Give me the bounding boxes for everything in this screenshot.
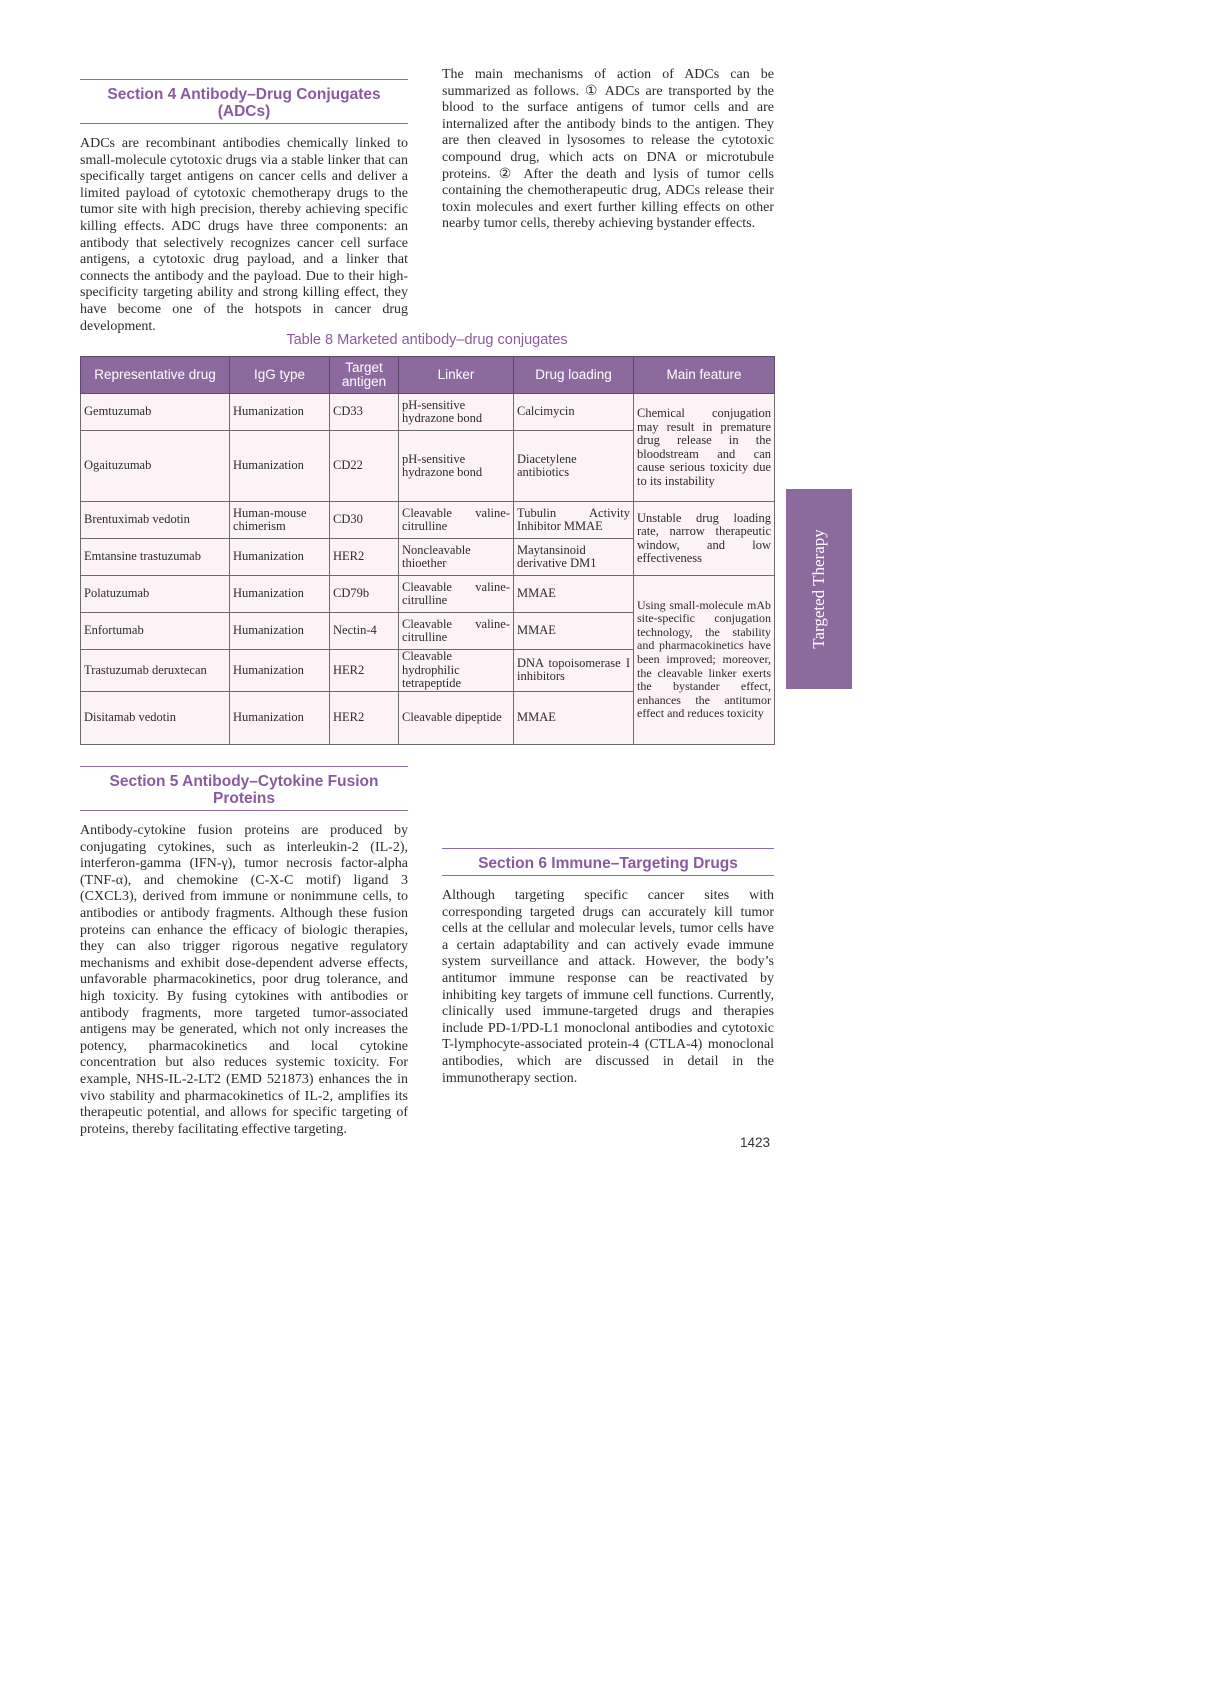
cell-linker: Cleavable valine-citrulline	[399, 502, 514, 539]
table-row	[81, 502, 775, 539]
cell-loading: MMAE	[514, 613, 634, 650]
cell-loading: DNA topoisomerase I inhibitors	[514, 650, 634, 692]
col-header-linker: Linker	[399, 357, 514, 394]
table-caption: Table 8 Marketed antibody–drug conjugates	[286, 332, 568, 348]
cell-igg: Humanization	[230, 394, 330, 431]
cell-drug: Trastuzumab deruxtecan	[81, 650, 230, 692]
cell-drug: Polatuzumab	[81, 576, 230, 613]
section6-paragraph: Although targeting specific cancer sites with corresponding targeted drugs can accurately kill tumor cells at the cellular and molecular levels, tumor cells have a certain adaptability and can actively evade immune system surveillance and attack. However, the body’s antitumor immune response can be reactivated by inhibiting key targets of immune cell functions. Currently, clinically used immune-targeted drugs and therapies include PD-1/PD-L1 monoclonal antibodies and cytotoxic T-lymphocyte-associated protein-4 (CTLA-4) monoclonal antibodies, which are discussed in detail in the immunotherapy section.	[442, 888, 774, 1086]
cell-linker: Noncleavable thioether	[399, 539, 514, 576]
cell-linker: pH-sensitive hydrazone bond	[399, 394, 514, 431]
cell-antigen: HER2	[330, 691, 399, 744]
table-row	[81, 576, 775, 613]
cell-loading: Diacetylene antibiotics	[514, 431, 634, 502]
section5-heading: Section 5 Antibody–Cytokine Fusion Proteins	[80, 766, 408, 811]
col-header-drug: Representative drug	[81, 357, 230, 394]
cell-loading: Calcimycin	[514, 394, 634, 431]
section4-heading: Section 4 Antibody–Drug Conjugates (ADCs)	[80, 79, 408, 124]
side-tab	[786, 489, 852, 689]
section6-heading: Section 6 Immune–Targeting Drugs	[442, 848, 774, 876]
col-header-loading: Drug loading	[514, 357, 634, 394]
cell-drug: Disitamab vedotin	[81, 691, 230, 744]
cell-feature: Using small-molecule mAb site-specific conjugation technology, the stability and pharmacokinetics have been improved; moreover, the cleavable linker exerts the bystander effect, enhances the antitumor effect and reduces toxicity	[634, 576, 775, 745]
cell-antigen: CD30	[330, 502, 399, 539]
section5-paragraph: Antibody-cytokine fusion proteins are produced by conjugating cytokines, such as interleukin-2 (IL-2), interferon-gamma (IFN-γ), tumor necrosis factor-alpha (TNF-α), and chemokine (C-X-C motif) ligand 3 (CXCL3), derived from immune or nonimmune cells, to antibodies or antibody fragments. Although these fusion proteins can enhance the efficacy of biologic therapies, they can also trigger rigorous negative regulatory mechanisms and exhibit dose-dependent adverse effects, unfavorable pharmacokinetics, poor drug tolerance, and high toxicity. By fusing cytokines with antibodies or antibody fragments, more targeted tumor-associated antigens may be generated, which not only increases the potency, pharmacokinetics and local cytokine concentration but also reduces systemic toxicity. For example, NHS-IL-2-LT2 (EMD 521873) enhances the in vivo stability and pharmacokinetics of IL-2, amplifies its therapeutic potential, and allows for specific targeting of proteins, thereby facilitating effective targeting.	[80, 823, 408, 1137]
side-tab-label: Targeted Therapy	[809, 529, 828, 649]
cell-igg: Humanization	[230, 576, 330, 613]
section4-paragraph-2: The main mechanisms of action of ADCs can be summarized as follows. ① ADCs are transported by the blood to the surface antigens of tumor cells and are internalized after the antibody binds to the antigen. They are then cleaved in lysosomes to release the cytotoxic compound drug, which acts on DNA or microtubule proteins. ② After the death and lysis of tumor cells containing the chemotherapeutic drug, ADCs release their toxin molecules and exert further killing effects on other nearby tumor cells, thereby achieving bystander effects.	[442, 67, 774, 232]
col-header-antigen: Target antigen	[330, 357, 399, 394]
cell-linker: Cleavable valine-citrulline	[399, 576, 514, 613]
cell-igg: Humanization	[230, 650, 330, 692]
page-number: 1423	[740, 1135, 771, 1150]
cell-antigen: HER2	[330, 539, 399, 576]
cell-linker: Cleavable hydrophilic tetrapeptide	[399, 650, 514, 692]
cell-loading: Maytansinoid derivative DM1	[514, 539, 634, 576]
table-row	[81, 394, 775, 431]
cell-antigen: Nectin-4	[330, 613, 399, 650]
cell-antigen: CD79b	[330, 576, 399, 613]
col-header-igg: IgG type	[230, 357, 330, 394]
cell-linker: Cleavable valine-citrulline	[399, 613, 514, 650]
cell-antigen: HER2	[330, 650, 399, 692]
cell-loading: Tubulin Activity Inhibitor MMAE	[514, 502, 634, 539]
cell-igg: Humanization	[230, 539, 330, 576]
cell-drug: Ogaituzumab	[81, 431, 230, 502]
cell-linker: Cleavable dipeptide	[399, 691, 514, 744]
cell-drug: Brentuximab vedotin	[81, 502, 230, 539]
cell-antigen: CD33	[330, 394, 399, 431]
cell-feature: Unstable drug loading rate, narrow therapeutic window, and low effectiveness	[634, 502, 775, 576]
cell-loading: MMAE	[514, 691, 634, 744]
cell-feature: Chemical conjugation may result in premature drug release in the bloodstream and can cause serious toxicity due to its instability	[634, 394, 775, 502]
adc-table	[80, 356, 775, 745]
cell-linker: pH-sensitive hydrazone bond	[399, 431, 514, 502]
cell-igg: Humanization	[230, 691, 330, 744]
cell-loading: MMAE	[514, 576, 634, 613]
cell-drug: Enfortumab	[81, 613, 230, 650]
section6-column	[442, 848, 774, 1087]
section4-left-column	[80, 79, 408, 334]
table-header-row	[81, 357, 775, 394]
section5-column	[80, 766, 408, 1138]
cell-drug: Gemtuzumab	[81, 394, 230, 431]
section4-right-column	[442, 67, 774, 233]
cell-igg: Humanization	[230, 613, 330, 650]
cell-antigen: CD22	[330, 431, 399, 502]
cell-drug: Emtansine trastuzumab	[81, 539, 230, 576]
cell-igg: Human-mouse chimerism	[230, 502, 330, 539]
section4-paragraph-1: ADCs are recombinant antibodies chemically linked to small-molecule cytotoxic drugs via a stable linker that can specifically target antigens on cancer cells and deliver a limited payload of cytotoxic chemotherapy drugs to the tumor site with high precision, thereby achieving specific killing effects. ADC drugs have three components: an antibody that selectively recognizes cancer cell surface antigens, a cytotoxic drug payload, and a linker that connects the antibody and the payload. Due to their high-specificity targeting ability and strong killing effect, they have become one of the hotspots in cancer drug development.	[80, 136, 408, 334]
cell-igg: Humanization	[230, 431, 330, 502]
col-header-feature: Main feature	[634, 357, 775, 394]
